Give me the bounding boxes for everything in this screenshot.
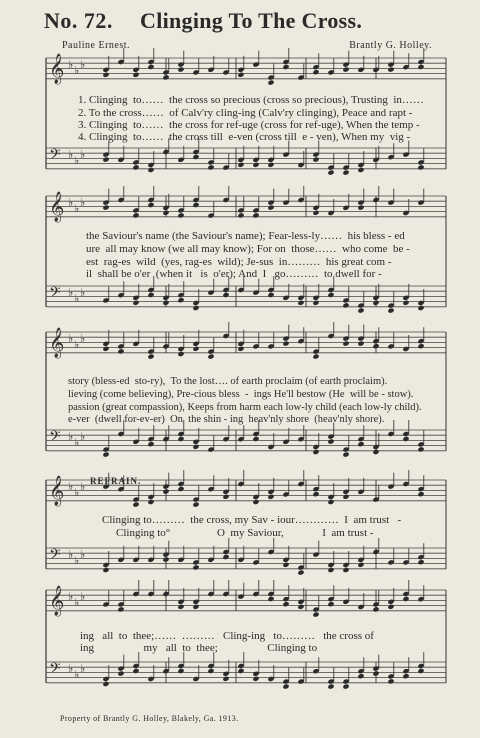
- note-head: [117, 348, 124, 354]
- note-head: [327, 292, 334, 298]
- flat-icon: ♭: [74, 338, 80, 351]
- note-head: [267, 205, 274, 211]
- note-head: [177, 486, 184, 492]
- note-head: [177, 212, 184, 218]
- note-head: [117, 606, 124, 612]
- note-head: [222, 554, 229, 560]
- treble-clef-icon: 𝄞: [49, 192, 65, 222]
- treble-clef-icon: 𝄞: [49, 54, 65, 84]
- treble-clef-icon: 𝄞: [49, 586, 65, 616]
- note-head: [177, 436, 184, 442]
- note-head: [147, 292, 154, 298]
- note-head: [312, 69, 319, 75]
- lyric-line: il shall be o'er (when it is o'er); And I go……… to dwell for -: [86, 268, 382, 280]
- note-head: [387, 308, 394, 314]
- note-head: [147, 64, 154, 70]
- note-head: [297, 604, 304, 610]
- lyric-line: 4. Clinging to…… the cross till e-ven (cross till e - ven), When my vig -: [78, 131, 411, 143]
- note-head: [387, 604, 394, 610]
- note-head: [342, 684, 349, 690]
- note-head: [222, 292, 229, 298]
- note-head: [192, 604, 199, 610]
- note-head: [297, 300, 304, 306]
- note-head: [147, 441, 154, 447]
- note-head: [192, 444, 199, 450]
- lyric-line: Clinging to° O my Saviour, I am trust -: [116, 527, 374, 539]
- note-head: [102, 452, 109, 458]
- note-head: [327, 567, 334, 573]
- treble-clef-icon: 𝄞: [49, 476, 65, 506]
- flat-icon: ♭: [68, 662, 74, 675]
- flat-icon: ♭: [80, 548, 86, 561]
- note-head: [267, 292, 274, 298]
- flat-icon: ♭: [74, 202, 80, 215]
- note-head: [342, 341, 349, 347]
- note-head: [222, 494, 229, 500]
- note-head: [147, 167, 154, 173]
- lyric-line: 2. To the cross…… of Calv'ry cling-ing (Calv'ry clinging), Peace and rapt -: [78, 107, 413, 119]
- flat-icon: ♭: [74, 554, 80, 567]
- flat-icon: ♭: [80, 662, 86, 675]
- note-head: [402, 596, 409, 602]
- note-head: [327, 684, 334, 690]
- note-head: [417, 343, 424, 349]
- lyric-line: ing my all to thee; Clinging to: [80, 642, 318, 654]
- note-head: [357, 167, 364, 173]
- note-head: [297, 570, 304, 576]
- flat-icon: ♭: [74, 668, 80, 681]
- note-head: [372, 343, 379, 349]
- flat-icon: ♭: [80, 590, 86, 603]
- bass-clef-icon: 𝄢: [49, 284, 61, 305]
- note-head: [252, 499, 259, 505]
- note-head: [417, 446, 424, 452]
- note-head: [162, 300, 169, 306]
- bass-clef-icon: 𝄢: [49, 546, 61, 567]
- note-head: [192, 154, 199, 160]
- bass-clef-icon: 𝄢: [49, 428, 61, 449]
- hymn-number: No. 72.: [44, 8, 113, 33]
- note-head: [177, 67, 184, 73]
- lyric-line: the Saviour's name (the Saviour's name); Fear-less-ly…… his bless - ed: [86, 230, 405, 242]
- flat-icon: ♭: [74, 436, 80, 449]
- note-head: [147, 202, 154, 208]
- lyric-line: ing all to thee;…… ……… Cling-ing to……… the cross of: [80, 630, 374, 642]
- note-head: [267, 494, 274, 500]
- flat-icon: ♭: [68, 148, 74, 161]
- note-head: [342, 170, 349, 176]
- note-head: [192, 305, 199, 311]
- note-head: [162, 489, 169, 495]
- flat-icon: ♭: [80, 286, 86, 299]
- note-head: [312, 300, 319, 306]
- note-head: [237, 668, 244, 674]
- note-head: [252, 212, 259, 218]
- note-head: [357, 673, 364, 679]
- note-head: [372, 300, 379, 306]
- note-head: [267, 596, 274, 602]
- note-head: [342, 494, 349, 500]
- note-head: [417, 164, 424, 170]
- bass-clef-icon: 𝄢: [49, 660, 61, 681]
- note-head: [372, 449, 379, 455]
- hymn-title: Clinging To The Cross.: [140, 8, 363, 33]
- lyric-line: Clinging to……… the cross, my Sav - iour………… I am trust -: [102, 514, 402, 526]
- note-head: [207, 668, 214, 674]
- flat-icon: ♭: [80, 196, 86, 209]
- lyric-line: 1. Clinging to…… the cross so precious (cross so precious), Trusting in……: [78, 94, 424, 106]
- flat-icon: ♭: [74, 292, 80, 305]
- note-head: [387, 678, 394, 684]
- note-head: [342, 567, 349, 573]
- note-head: [222, 676, 229, 682]
- note-head: [237, 72, 244, 78]
- flat-icon: ♭: [80, 58, 86, 71]
- note-head: [357, 562, 364, 568]
- flat-icon: ♭: [68, 332, 74, 345]
- lyric-line: passion (great compassion), Keeps from harm each low-ly child (each low-ly child).: [68, 402, 422, 413]
- lyric-line: ure all may know (we all may know); For on those…… who come be -: [86, 243, 410, 255]
- note-head: [192, 202, 199, 208]
- note-head: [147, 354, 154, 360]
- note-head: [417, 64, 424, 70]
- note-head: [327, 601, 334, 607]
- note-head: [267, 162, 274, 168]
- note-head: [402, 300, 409, 306]
- note-head: [102, 72, 109, 78]
- note-head: [132, 164, 139, 170]
- lyricist: Pauline Ernest.: [62, 40, 131, 51]
- note-head: [387, 67, 394, 73]
- note-head: [282, 341, 289, 347]
- flat-icon: ♭: [80, 332, 86, 345]
- note-head: [177, 668, 184, 674]
- flat-icon: ♭: [80, 480, 86, 493]
- note-head: [162, 74, 169, 80]
- lyric-line: story (bless-ed sto-ry), To the lost…. of earth proclaim (of earth proclaim).: [68, 376, 388, 387]
- note-head: [417, 668, 424, 674]
- flat-icon: ♭: [74, 596, 80, 609]
- note-head: [417, 491, 424, 497]
- flat-icon: ♭: [68, 196, 74, 209]
- flat-icon: ♭: [74, 486, 80, 499]
- note-head: [102, 567, 109, 573]
- note-head: [237, 212, 244, 218]
- note-head: [327, 499, 334, 505]
- bass-clef-icon: 𝄢: [49, 146, 61, 167]
- note-head: [417, 559, 424, 565]
- note-head: [372, 606, 379, 612]
- flat-icon: ♭: [68, 58, 74, 71]
- note-head: [252, 676, 259, 682]
- note-head: [252, 162, 259, 168]
- note-head: [357, 308, 364, 314]
- note-head: [267, 80, 274, 86]
- note-head: [282, 562, 289, 568]
- note-head: [132, 212, 139, 218]
- note-head: [162, 557, 169, 563]
- flat-icon: ♭: [68, 430, 74, 443]
- note-head: [192, 564, 199, 570]
- note-head: [132, 300, 139, 306]
- note-head: [312, 354, 319, 360]
- note-head: [192, 346, 199, 352]
- note-head: [102, 346, 109, 352]
- note-head: [162, 210, 169, 216]
- note-head: [102, 681, 109, 687]
- note-head: [357, 205, 364, 211]
- note-head: [282, 601, 289, 607]
- refrain-label: REFRAIN.: [90, 476, 142, 486]
- note-head: [402, 673, 409, 679]
- note-head: [342, 302, 349, 308]
- flat-icon: ♭: [68, 590, 74, 603]
- flat-icon: ♭: [74, 64, 80, 77]
- flat-icon: ♭: [68, 480, 74, 493]
- note-head: [357, 341, 364, 347]
- note-head: [312, 157, 319, 163]
- note-head: [282, 684, 289, 690]
- note-head: [132, 668, 139, 674]
- composer: Brantly G. Holley.: [349, 40, 432, 51]
- note-head: [312, 210, 319, 216]
- flat-icon: ♭: [68, 286, 74, 299]
- note-head: [312, 449, 319, 455]
- note-head: [327, 439, 334, 445]
- note-head: [252, 436, 259, 442]
- note-head: [372, 671, 379, 677]
- lyric-line: e-ver (dwell for-ev-er) On the shin - ing heav'nly shore (heav'nly shore).: [68, 414, 385, 425]
- note-head: [327, 170, 334, 176]
- note-head: [417, 305, 424, 311]
- copyright-footer: Property of Brantly G. Holley, Blakely, Ga. 1913.: [60, 714, 239, 723]
- lyric-line: est rag-es wild (yes, rag-es wild); Je-sus in……… his great com -: [86, 256, 392, 268]
- note-head: [177, 297, 184, 303]
- flat-icon: ♭: [68, 548, 74, 561]
- treble-clef-icon: 𝄞: [49, 328, 65, 358]
- note-head: [402, 436, 409, 442]
- note-head: [192, 502, 199, 508]
- note-head: [342, 452, 349, 458]
- flat-icon: ♭: [80, 148, 86, 161]
- note-head: [207, 354, 214, 360]
- note-head: [342, 67, 349, 73]
- note-head: [102, 157, 109, 163]
- flat-icon: ♭: [80, 430, 86, 443]
- flat-icon: ♭: [74, 154, 80, 167]
- note-head: [117, 671, 124, 677]
- note-head: [177, 351, 184, 357]
- lyric-line: lieving (come believing), Pre-cious bless - ings He'll bestow (He will be - stow).: [68, 389, 414, 400]
- note-head: [312, 612, 319, 618]
- note-head: [177, 604, 184, 610]
- note-head: [282, 64, 289, 70]
- note-head: [357, 441, 364, 447]
- note-head: [312, 491, 319, 497]
- note-head: [237, 346, 244, 352]
- note-head: [132, 72, 139, 78]
- note-head: [102, 205, 109, 211]
- note-head: [132, 502, 139, 508]
- lyric-line: 3. Clinging to…… the cross for ref-uge (cross for ref-uge), When the temp -: [78, 119, 420, 131]
- note-head: [147, 499, 154, 505]
- note-head: [207, 164, 214, 170]
- note-head: [237, 162, 244, 168]
